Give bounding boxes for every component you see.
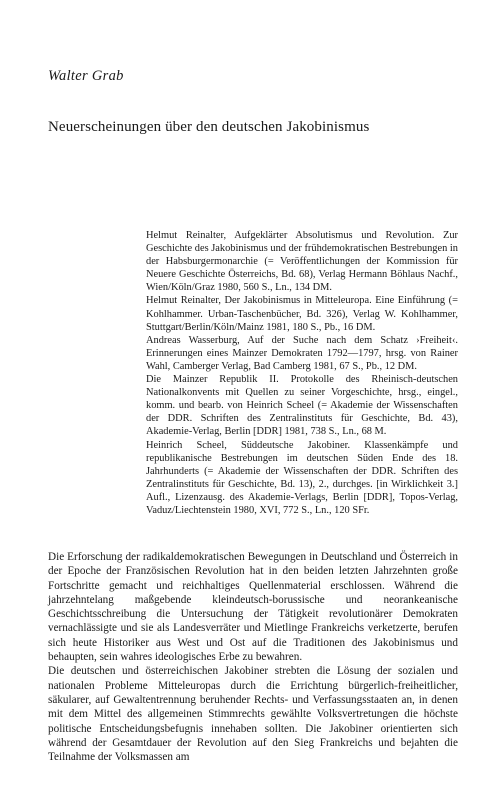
bibliography-entry: Helmut Reinalter, Der Jakobinismus in Mitteleuropa. Eine Einführung (= Kohlhammer. Urban-Taschenbücher, Bd. 326), Verlag W. Kohlhammer, Stuttgart/Berlin/Köln/Mainz 1981, 180 S., Pb., 16 DM. [146,295,458,333]
bibliography-entry: Die Mainzer Republik II. Protokolle des Rheinisch-deutschen Nationalkonvents mit Quellen zu seiner Vorgeschichte, hrsg., eingel., komm. und bearb. von Heinrich Scheel (= Akademie der Wissenschaften der DDR. Schriften des Zentralinstituts für Geschichte, Bd. 43), Akademie-Verlag, Berlin [DDR] 1981, 738 S., Ln., 68 M. [146,374,458,438]
article-title: Neuerscheinungen über den deutschen Jakobinismus [48,119,370,135]
body-paragraph: Die Erforschung der radikaldemokratischen Bewegungen in Deutschland und Österreich in der Epoche der Französischen Revolution hat in den beiden letzten Jahrzehnten große Fortschritte gemacht und reichhaltiges Quellenmaterial erschlossen. Während die jahrzehntelang maßgebende kleindeutsch-borussische und neorankeanische Geschichtsschreibung die Untersuchung der Tätigkeit revolutionärer Demokraten vernachlässigte und sie als Landesverräter und Mietlinge Frankreichs verketzerte, berufen sich heute Historiker aus West und Ost auf die Traditionen des Jakobinismus und behaupten, sein wahres ideologisches Erbe zu bewahren. [48,551,458,664]
author-name: Walter Grab [48,68,124,84]
bibliography-entry: Andreas Wasserburg, Auf der Suche nach dem Schatz ›Freiheit‹. Erinnerungen eines Mainzer Demokraten 1792—1797, hrsg. von Rainer Wahl, Camberger Verlag, Bad Camberg 1981, 67 S., Pb., 12 DM. [146,334,458,372]
body-text [48,550,458,764]
body-paragraph: Die deutschen und österreichischen Jakobiner strebten die Lösung der sozialen und nationalen Probleme Mitteleuropas durch die Errichtung bürgerlich-freiheitlicher, säkularer, auf Gewaltentrennung beruhender Rechts- und Verfassungsstaaten an, in denen mit dem Mittel des allgemeinen Stimmrechts gewählte Volksvertretungen die höchste politische Entscheidungsbefugnis innehaben sollten. Die Jakobiner orientierten sich während der Gesamtdauer der Revolution auf den Sieg Frankreichs und bejahten die Teilnahme der Volksmassen am [48,665,458,764]
bibliography-entry: Heinrich Scheel, Süddeutsche Jakobiner. Klassenkämpfe und republikanische Bestrebungen im deutschen Süden Ende des 18. Jahrhunderts (= Akademie der Wissenschaften der DDR. Schriften des Zentralinstituts für Geschichte, Bd. 13), 2., durchges. [in Wirklichkeit 3.] Aufl., Lizenzausg. des Akademie-Verlags, Berlin [DDR], Topos-Verlag, Vaduz/Liechtenstein 1980, XVI, 772 S., Ln., 120 SFr. [146,439,458,516]
bibliography-list [146,229,458,517]
bibliography-entry: Helmut Reinalter, Aufgeklärter Absolutismus und Revolution. Zur Geschichte des Jakobinismus und der frühdemokratischen Bestrebungen in der Habsburgermonarchie (= Veröffentlichungen der Kommission für Neuere Geschichte Österreichs, Bd. 68), Verlag Hermann Böhlaus Nachf., Wien/Köln/Graz 1980, 560 S., Ln., 134 DM. [146,230,458,294]
